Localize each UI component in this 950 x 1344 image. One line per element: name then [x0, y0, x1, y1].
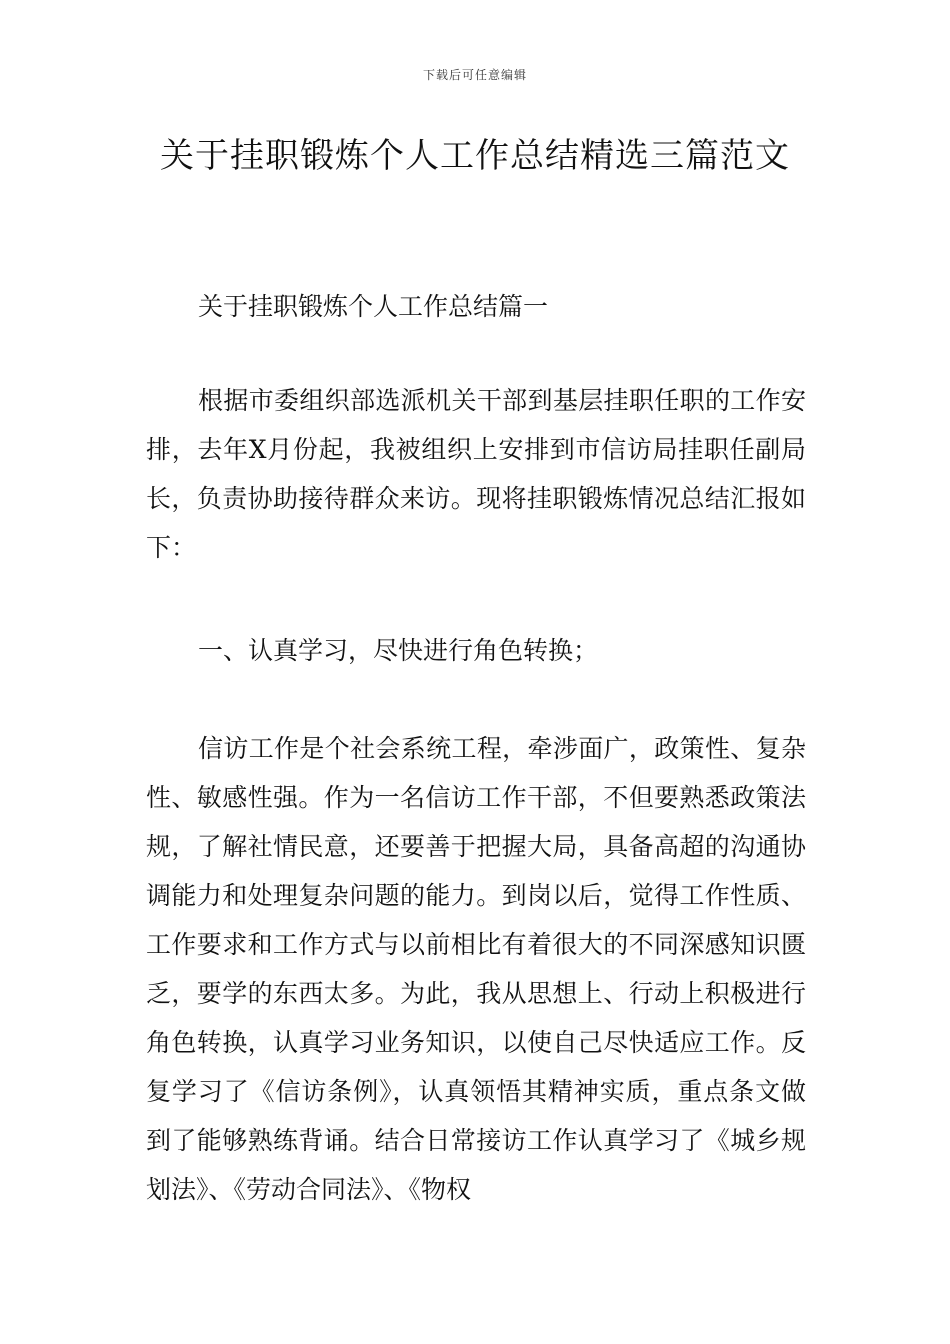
section-heading: 关于挂职锻炼个人工作总结篇一	[198, 292, 549, 321]
header-note: 下载后可任意编辑	[422, 68, 527, 82]
sub-heading-1: 一、认真学习，尽快进行角色转换；	[198, 636, 599, 665]
intro-paragraph: 根据市委组织部选派机关干部到基层挂职任职的工作安排，去年X月份起，我被组织上安排到市信访局挂职任副局长，负责协助接待群众来访。现将挂职锻炼情况总结汇报如下：	[146, 386, 806, 562]
document-title: 关于挂职锻炼个人工作总结精选三篇范文	[160, 136, 790, 176]
paragraph-1: 信访工作是个社会系统工程，牵涉面广，政策性、复杂性、敏感性强。作为一名信访工作干部，不但要熟悉政策法规，了解社情民意，还要善于把握大局，具备高超的沟通协调能力和处理复杂问题的能力。到岗以后，觉得工作性质、工作要求和工作方式与以前相比有着很大的不同深感知识匮乏，要学的东西太多。为此，我从思想上、行动上积极进行角色转换，认真学习业务知识，以使自己尽快适应工作。反复学习了《信访条例》，认真领悟其精神实质，重点条文做到了能够熟练背诵。结合日常接访工作认真学习了《城乡规划法》、《劳动合同法》、《物权	[146, 734, 806, 1204]
